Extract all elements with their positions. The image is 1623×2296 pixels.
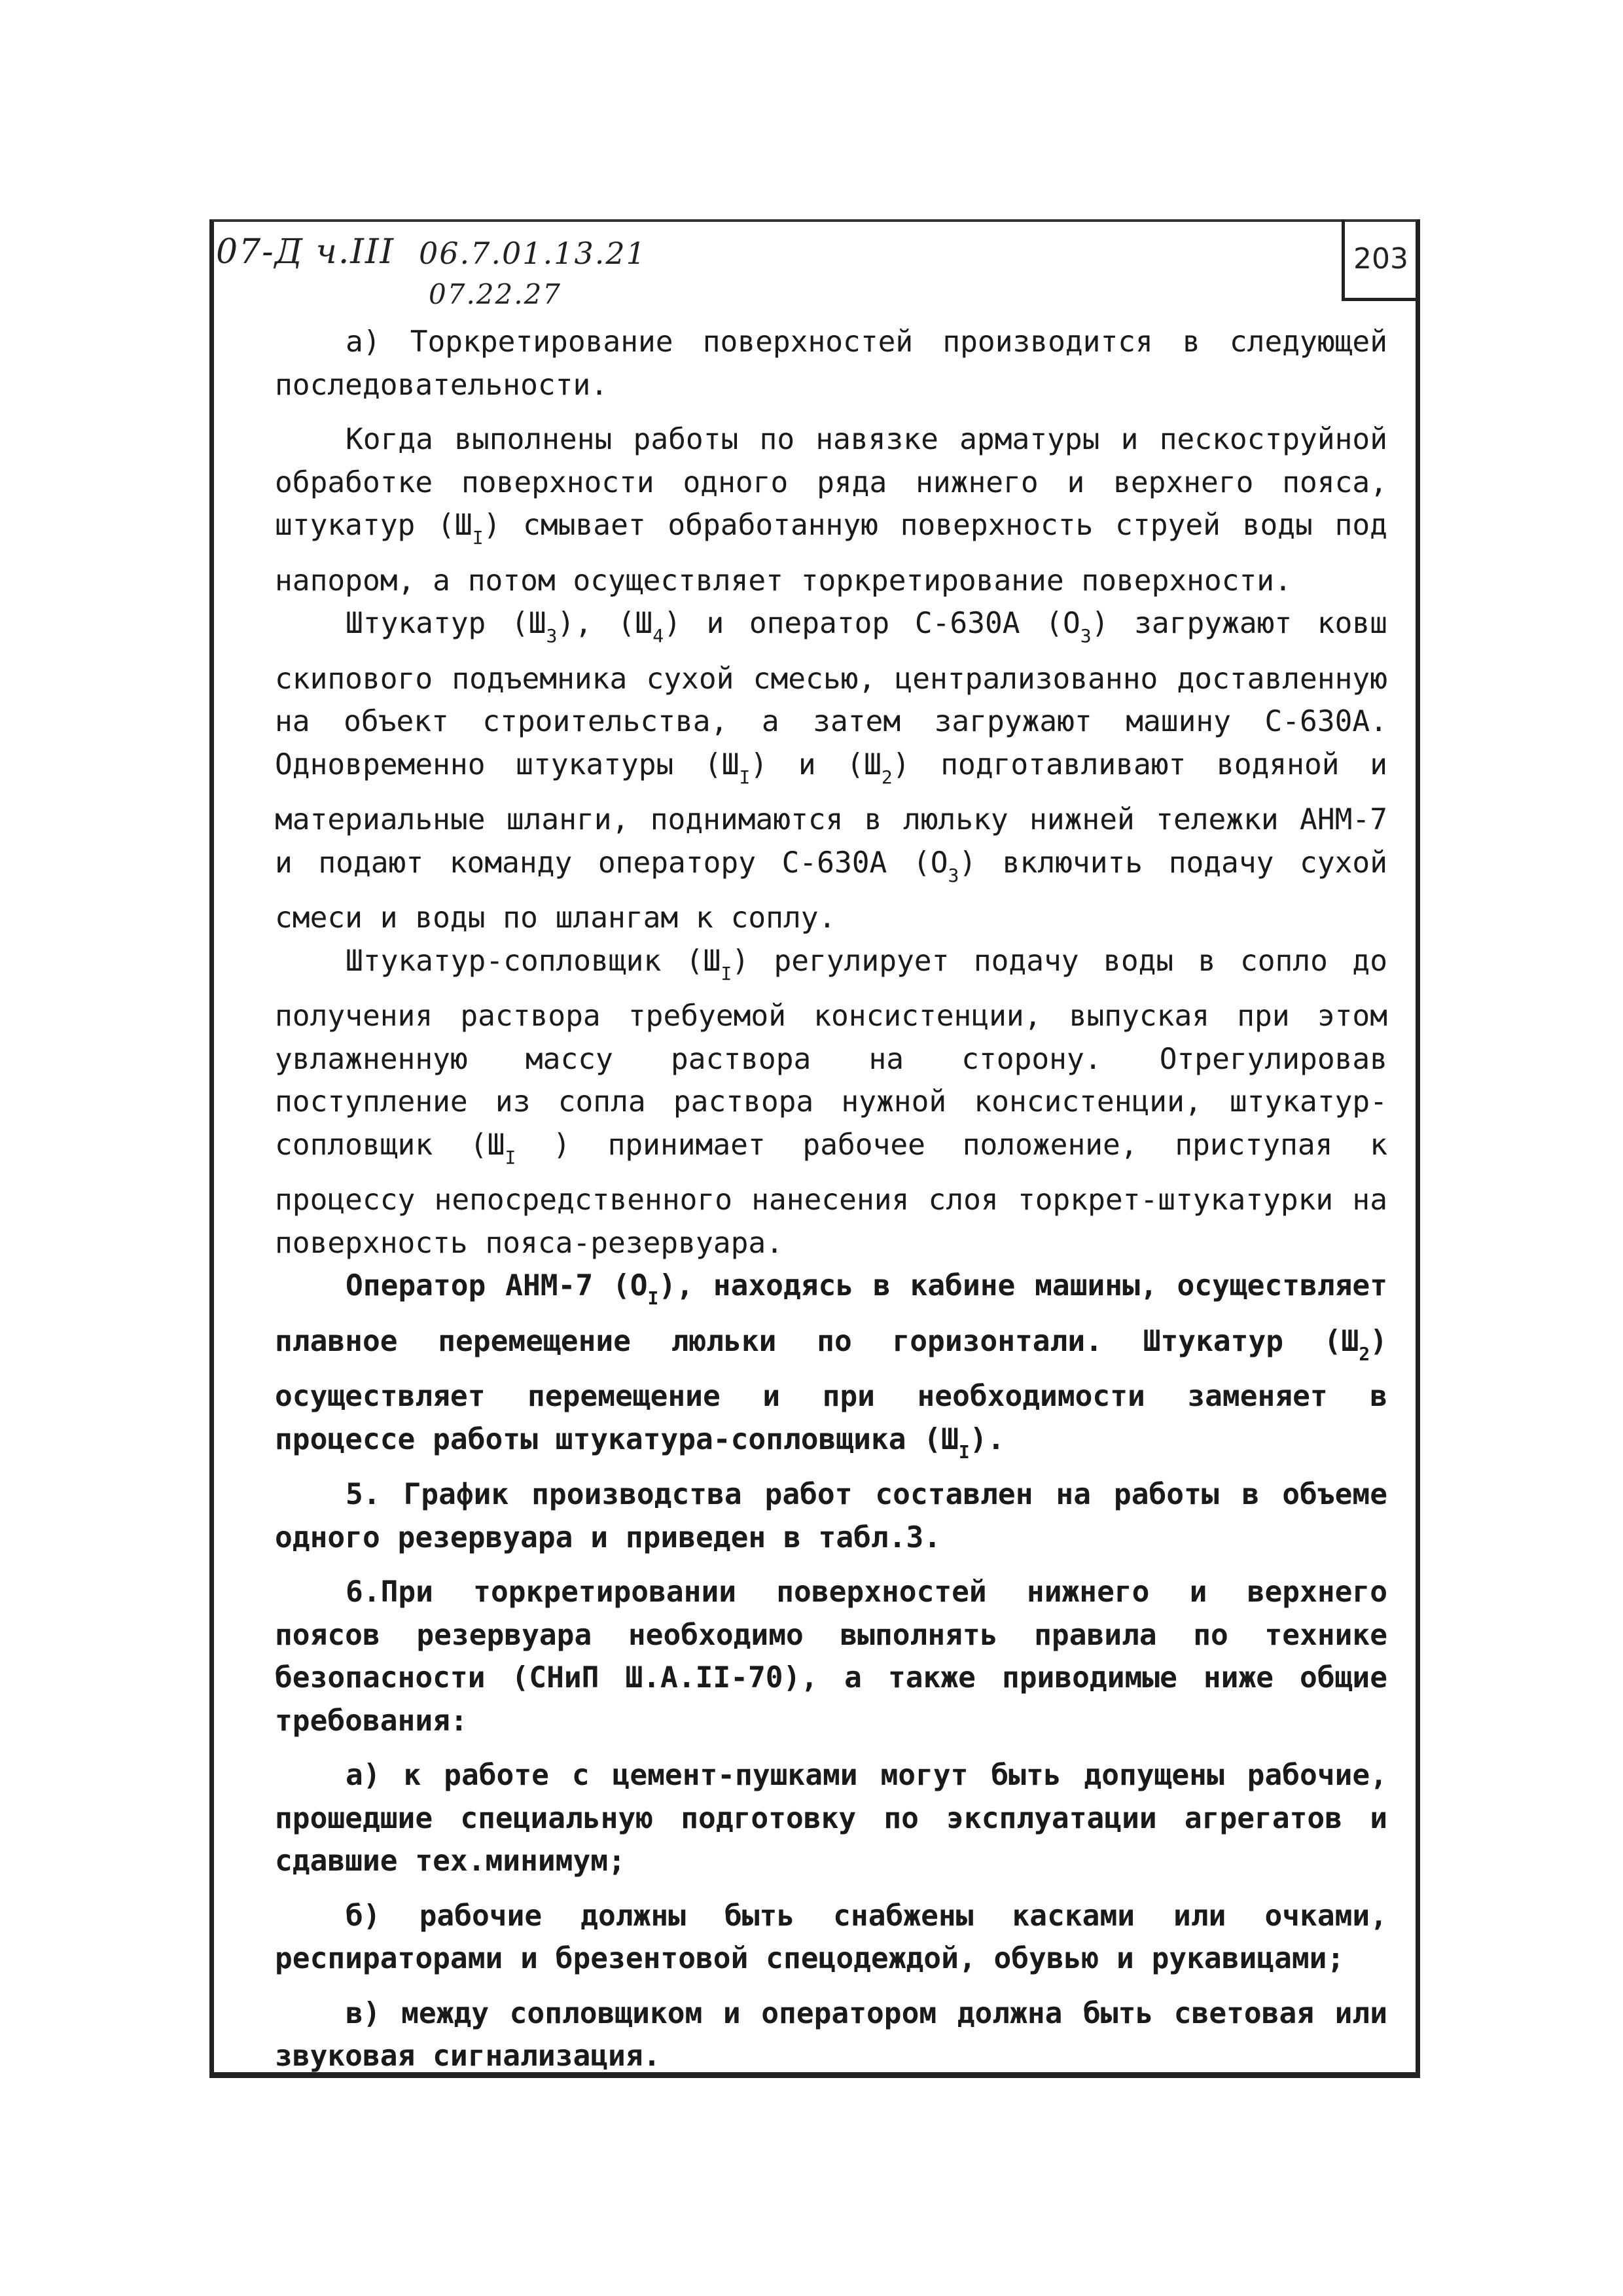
para-2-e: ) и (Ш <box>750 747 882 781</box>
para-4-d: ). <box>969 1422 1005 1456</box>
document-body <box>275 321 1387 2078</box>
para-2-sub-a: 3 <box>546 625 558 647</box>
para-2-a: Штукатур (Ш <box>346 607 546 640</box>
para-3-a: Штукатур-сопловщик (Ш <box>346 944 721 978</box>
para-2-d: ) загружают ковш скипового подъемника сухой смесью, централизованно доставленную на объект строительства, а затем загружают машину С-630А. Одновременно штукатуры (Ш <box>275 607 1387 781</box>
para-2-b: ), (Ш <box>557 607 653 640</box>
para-2-sub-d: I <box>739 766 751 788</box>
para-2-f: ) подготавливают водяной и материальные шланги, поднимаются в люльку нижней тележки АНМ-7 и подают команду оператору С-630А (О <box>275 747 1387 880</box>
para-2-sub-f: 3 <box>948 864 959 886</box>
para-2-sub-c: 3 <box>1080 625 1092 647</box>
para-2-c: ) и оператор С-630А (О <box>664 607 1080 640</box>
document-number-line1: 06.7.01.13.21 <box>419 236 647 271</box>
para-3-b: ) регулирует подачу воды в сопло до получения раствора требуемой консистенции, выпуская при этом увлажненную массу раствора на сторону. Отрегулировав поступление из сопла раствора нужной консистенции, штукатур-сопловщик (Ш <box>275 944 1387 1162</box>
page-number: 203 <box>1342 219 1420 301</box>
requirement-c: в) между сопловщиком и оператором должна быть световая или звуковая сигнализация. <box>275 1996 1387 2073</box>
para-4-sub-b: 2 <box>1359 1342 1370 1365</box>
paragraph-4 <box>275 1265 1387 1473</box>
para-4-c: ) осуществляет перемещение и при необходимости заменяет в процессе работы штукатура-сопловщика (Ш <box>275 1324 1387 1456</box>
paragraph-1 <box>275 418 1387 602</box>
para-4-b: ), находясь в кабине машины, осуществляет плавное перемещение люльки по горизонтали. Штукатур (Ш <box>275 1269 1387 1358</box>
requirement-a: а) к работе с цемент-пушками могут быть допущены рабочие, прошедшие специальную подготовку по эксплуатации агрегатов и сдавшие тех.минимум; <box>275 1759 1387 1878</box>
para-3-c: ) принимает рабочее положение, приступая к процессу непосредственного нанесения слоя торкрет-штукатурки на поверхность пояса-резервуара. <box>275 1128 1388 1260</box>
item-5: 5. График производства работ составлен на работы в объеме одного резервуара и приведен в табл.3. <box>275 1478 1387 1554</box>
para-1-text: Когда выполнены работы по навязке арматуры и пескоструйной обработке поверхности одного ряда нижнего и верхнего пояса, штукатур (Ш <box>275 423 1387 542</box>
paragraph-intro: а) Торкретирование поверхностей производится в следующей последовательности. <box>275 325 1387 402</box>
document-number-line2: 07.22.27 <box>429 278 562 310</box>
document-code: 07-Д ч.III <box>216 232 395 272</box>
para-3-sub-a: I <box>721 962 732 984</box>
para-2-sub-b: 4 <box>652 625 664 647</box>
para-2-g: ) включить подачу сухой смеси и воды по шлангам к соплу. <box>275 846 1387 935</box>
para-1-end: ) смывает обработанную поверхность струей воды под напором, а потом осуществляет торкретирование поверхности. <box>275 509 1387 598</box>
para-4-a: Оператор АНМ-7 (О <box>346 1269 648 1302</box>
para-1-sub: I <box>472 527 484 548</box>
para-3-sub-b: I <box>505 1146 516 1168</box>
requirement-b: б) рабочие должны быть снабжены касками или очками, респираторами и брезентовой спецодеждой, обувью и рукавицами; <box>275 1899 1387 1975</box>
para-4-sub-a: I <box>647 1287 659 1309</box>
item-6: 6.При торкретировании поверхностей нижнего и верхнего поясов резервуара необходимо выполнять правила по технике безопасности (СНиП Ш.А.II-70), а также приводимые ниже общие требования: <box>275 1575 1387 1738</box>
para-2-sub-e: 2 <box>881 766 893 788</box>
paragraph-2 <box>275 602 1387 940</box>
paragraph-3 <box>275 940 1387 1265</box>
para-4-sub-c: I <box>958 1441 970 1463</box>
